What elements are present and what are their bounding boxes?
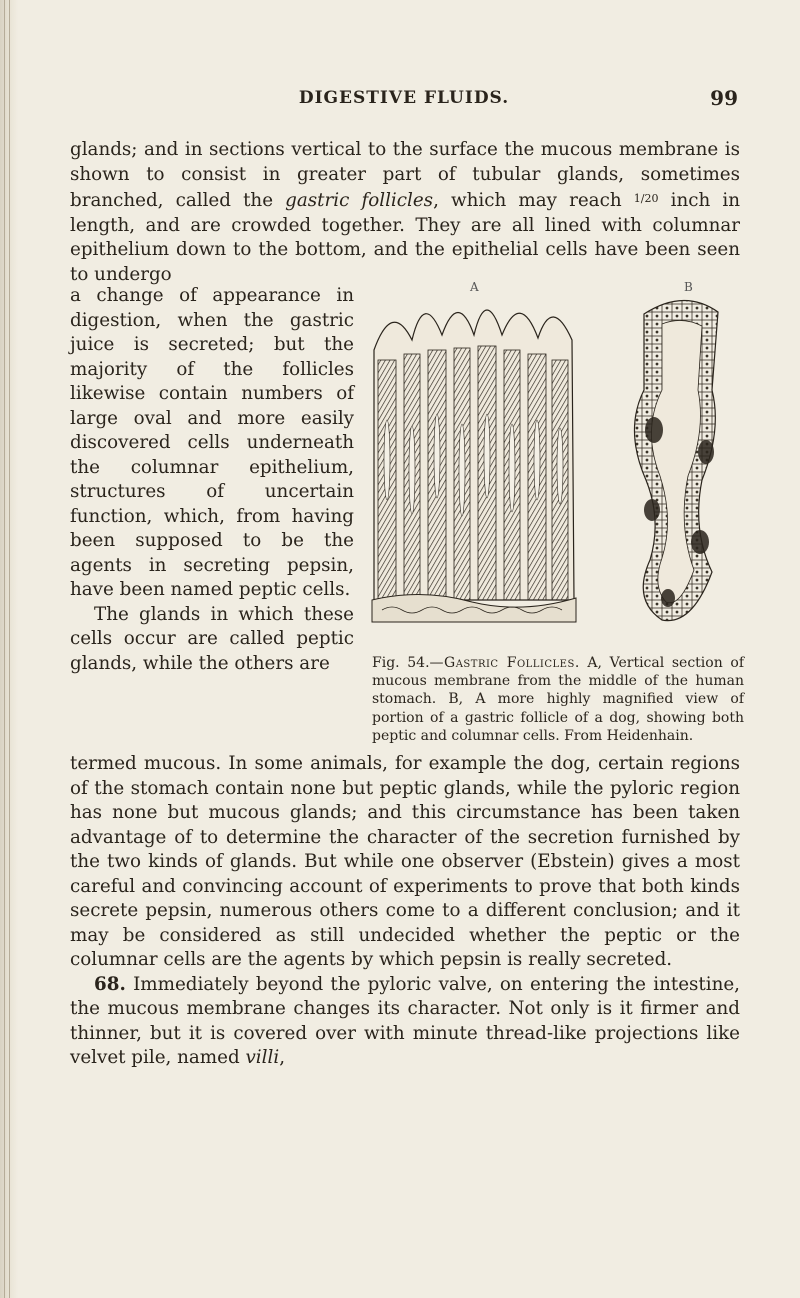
italic-term: villi	[245, 1047, 280, 1068]
caption-number: Fig. 54.	[372, 655, 430, 671]
wrap-paragraph-2: The glands in which these cells occur are called peptic glands, while the others are	[70, 603, 354, 674]
page-header	[70, 88, 738, 118]
running-title: DIGESTIVE FLUIDS.	[298, 88, 510, 108]
italic-term: gastric follicles	[285, 190, 434, 211]
figure-caption	[372, 654, 744, 745]
binding-line	[9, 0, 10, 1298]
paragraph-bottom	[70, 752, 740, 1071]
figure-label-a: A	[470, 280, 479, 294]
paragraph-text: termed mucous. In some animals, for example the dog, certain regions of the stomach contain none but peptic glands, while the pyloric region has none but mucous glands; and this circumstance has been taken advantage of to determine the character of the secretion furnished by the two kinds of glands. But while one observer (Ebstein) gives a most careful and convincing account of experiments to prove that both kinds secrete pepsin, numerous others come to a different conclusion; and it may be considered as still undecided whether the peptic or the columnar cells are the agents by which pepsin is really secreted.	[70, 753, 740, 970]
paragraph-text: inch in length, and are crowded together. They are all lined with columnar epithelium down to the bottom, and the epithelial cells have been seen to undergo	[70, 190, 740, 285]
paragraph-text: ,	[279, 1047, 286, 1068]
wrapped-text-column	[70, 284, 354, 676]
paragraph-text: glands; and in sections vertical to the surface the mucous membrane is shown to consist in greater part of tubular glands, sometimes branched, called the	[70, 139, 740, 211]
gastric-follicles-illustration	[362, 280, 750, 640]
paragraph-text: , which may reach	[433, 190, 634, 211]
panel-a-follicles	[372, 310, 576, 622]
binding-line	[4, 0, 5, 1298]
paragraph-top	[70, 138, 740, 287]
figure-gastric-follicles	[362, 280, 750, 640]
fraction: 1/20	[633, 192, 659, 205]
figure-label-b: B	[684, 280, 693, 294]
paragraph-text: Immediately beyond the pyloric valve, on entering the intestine, the mucous membrane changes its character. Not only is it firmer and thinner, but it is covered over with minute thread-like projections like velvet pile, named	[70, 973, 740, 1068]
caption-title: —Gastric Follicles.	[429, 655, 580, 671]
wrap-paragraph-1: a change of appearance in digestion, when the gastric juice is secreted; but the majority of the follicles likewise contain numbers of large oval and more easily discovered cells underneath the columnar epithelium, structures of uncertain function, which, from having been supposed to be the agents in secreting pepsin, have been named peptic cells.	[70, 285, 354, 600]
section-number: 68.	[94, 973, 126, 995]
panel-b-follicle	[634, 300, 718, 620]
caption-text: A, Vertical section of mucous membrane from the middle of the human stomach. B, A more highly magnified view of portion of a gastric follicle of a dog, showing both peptic and columnar cells. From Heidenhain.	[372, 655, 744, 744]
paragraph-68	[70, 973, 740, 1071]
page-number: 99	[710, 86, 738, 110]
